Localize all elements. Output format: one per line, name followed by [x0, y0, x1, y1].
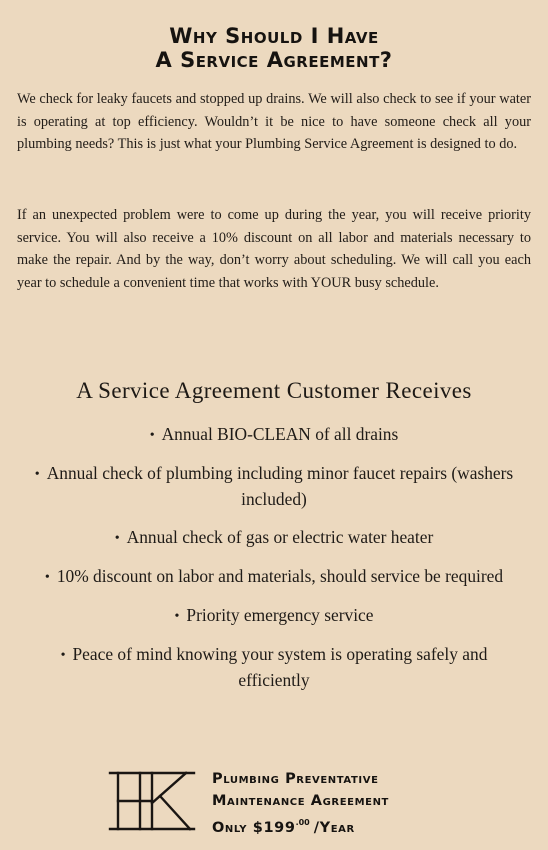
bullet-icon: • [34, 467, 40, 482]
benefit-text: 10% discount on labor and materials, should service be required [56, 566, 504, 586]
bullet-icon: • [60, 648, 66, 663]
footer-line-2: Maintenance Agreement [212, 793, 389, 809]
bullet-icon: • [149, 428, 155, 443]
footer [106, 765, 486, 837]
price-line [212, 812, 486, 839]
list-item [24, 603, 524, 629]
benefit-text: Annual check of gas or electric water heater [126, 527, 434, 547]
price-amount: Only $199 [212, 820, 296, 836]
bullet-icon: • [174, 609, 180, 624]
price-cents: .00 [295, 818, 310, 827]
hk-monogram-logo-icon [106, 769, 198, 833]
list-item [24, 564, 524, 590]
bullet-icon: • [114, 531, 120, 546]
list-item [24, 642, 524, 693]
benefit-text: Peace of mind knowing your system is operating safely and efficiently [72, 644, 488, 690]
bullet-icon: • [44, 570, 50, 585]
benefits-heading: A Service Agreement Customer Receives [76, 378, 472, 403]
list-item [24, 422, 524, 448]
intro-paragraph: We check for leaky faucets and stopped up drains. We will also check to see if your water is operating at top efficiency. Wouldn’t it be nice to have someone check all your plumbing needs? This is just what your Plumbing Service Agreement is designed to do. [17, 91, 531, 153]
page-title [0, 24, 548, 72]
benefit-text: Annual check of plumbing including minor faucet repairs (washers included) [46, 463, 514, 509]
list-item [24, 461, 524, 512]
list-item [24, 525, 524, 551]
benefit-text: Priority emergency service [186, 605, 374, 625]
benefits-list [24, 422, 524, 706]
benefit-text: Annual BIO-CLEAN of all drains [161, 424, 399, 444]
title-line-2: A Service Agreement? [155, 48, 393, 72]
priority-paragraph: If an unexpected problem were to come up during the year, you will receive priority service. You will also receive a 10% discount on all labor and materials necessary to make the repair. And by the way, don’t worry about scheduling. We will call you each year to schedule a convenient time that works with YOUR busy schedule. [17, 207, 531, 291]
agreement-price-block [212, 768, 486, 839]
footer-line-1: Plumbing Preventative [212, 771, 379, 787]
price-period: /Year [313, 820, 355, 836]
title-line-1: Why Should I Have [169, 24, 379, 48]
